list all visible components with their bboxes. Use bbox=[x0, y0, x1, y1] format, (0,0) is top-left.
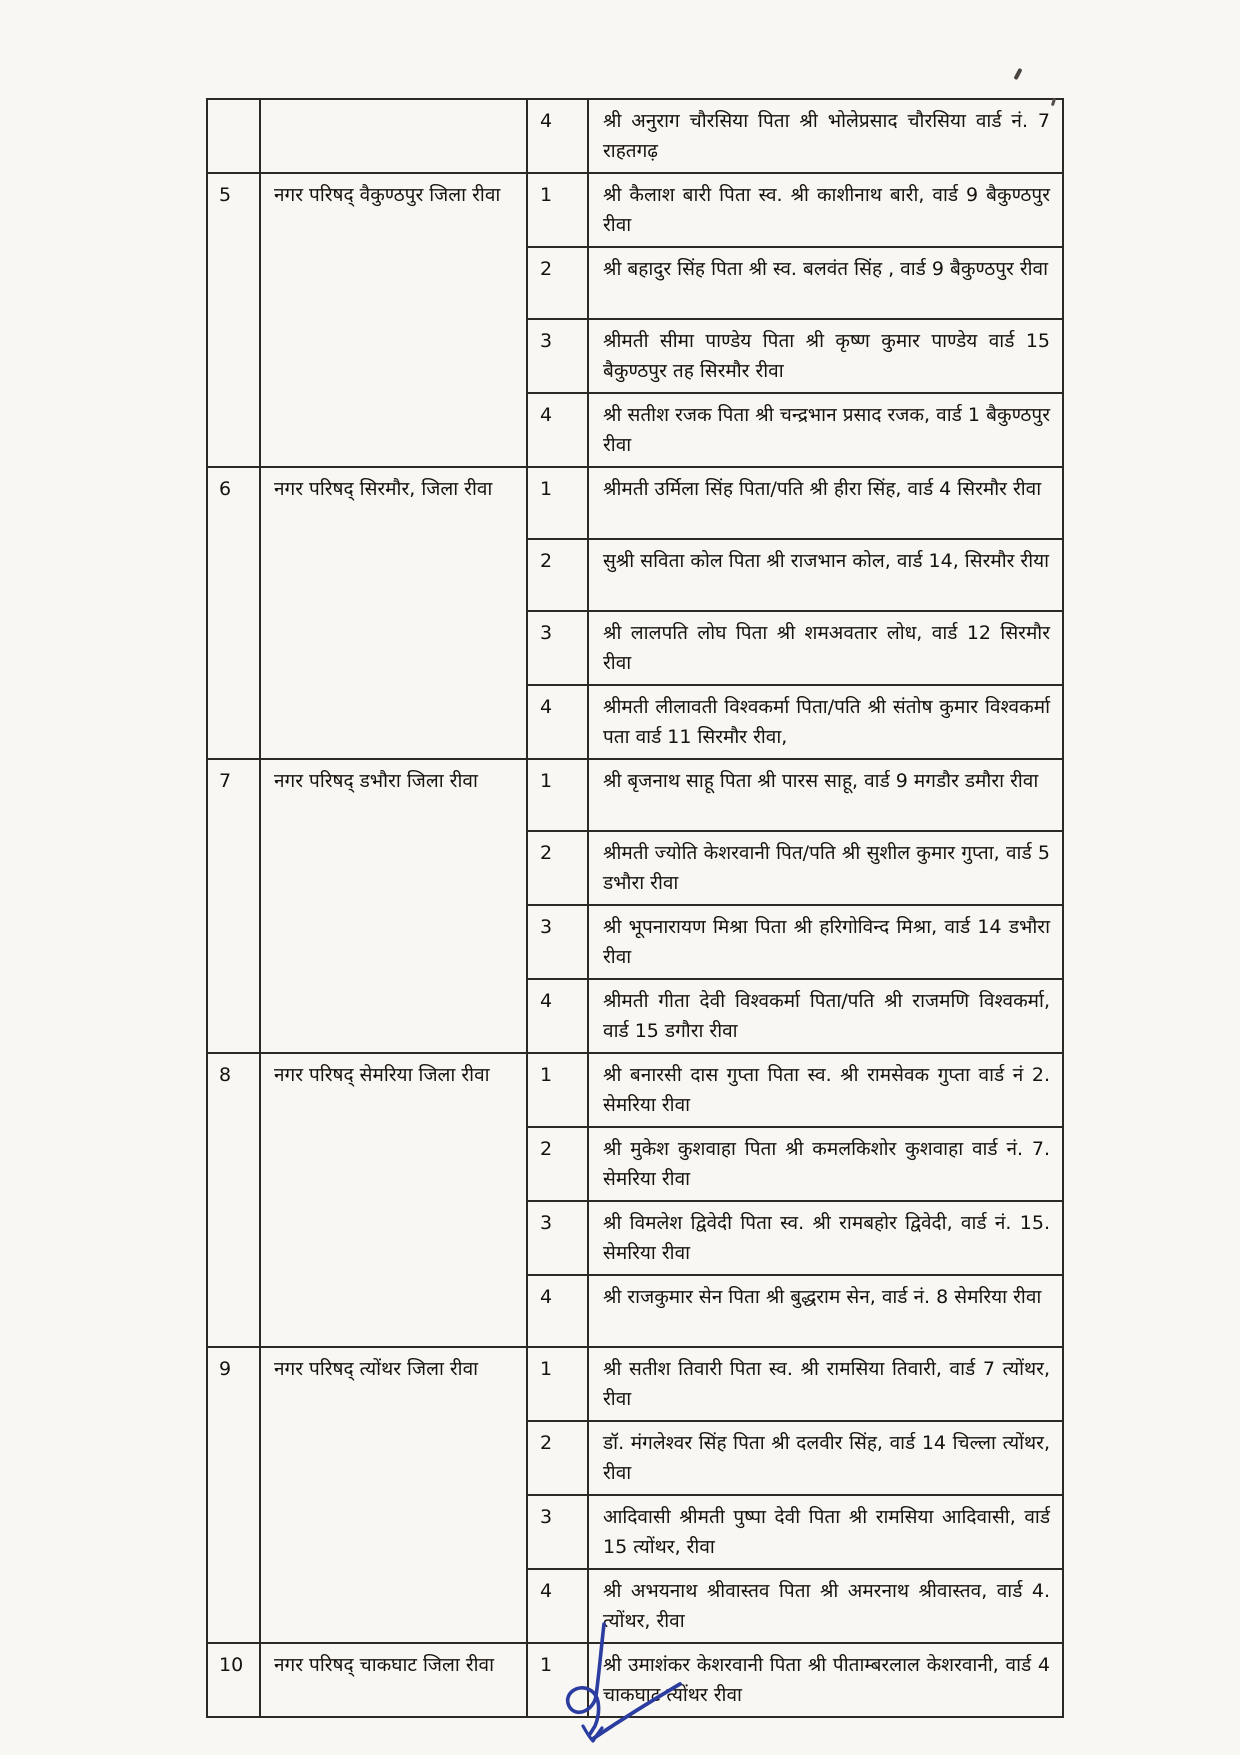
municipality-name-cell: नगर परिषद् त्योंथर जिला रीवा bbox=[260, 1347, 527, 1643]
entry-number-cell: 3 bbox=[527, 1495, 588, 1569]
entry-number-cell: 4 bbox=[527, 685, 588, 759]
entry-number-cell: 1 bbox=[527, 759, 588, 831]
municipality-name-cell: नगर परिषद् डभौरा जिला रीवा bbox=[260, 759, 527, 1053]
candidate-detail-cell: श्री बहादुर सिंह पिता श्री स्व. बलवंत सिंह , वार्ड 9 बैकुण्ठपुर रीवा bbox=[588, 247, 1063, 319]
municipality-name-cell: नगर परिषद् चाकघाट जिला रीवा bbox=[260, 1643, 527, 1717]
entry-number-cell: 1 bbox=[527, 1347, 588, 1421]
entry-number-cell: 1 bbox=[527, 467, 588, 539]
municipality-name-cell: नगर परिषद् सेमरिया जिला रीवा bbox=[260, 1053, 527, 1347]
candidate-detail-cell: श्रीमती लीलावती विश्वकर्मा पिता/पति श्री संतोष कुमार विश्वकर्मा पता वार्ड 11 सिरमौर रीवा, bbox=[588, 685, 1063, 759]
table-row bbox=[207, 467, 1063, 539]
candidate-detail-cell: श्री कैलाश बारी पिता स्व. श्री काशीनाथ बारी, वार्ड 9 बैकुण्ठपुर रीवा bbox=[588, 173, 1063, 247]
entry-number-cell: 2 bbox=[527, 539, 588, 611]
entry-number-cell: 4 bbox=[527, 979, 588, 1053]
candidate-detail-cell: आदिवासी श्रीमती पुष्पा देवी पिता श्री रामसिया आदिवासी, वार्ड 15 त्योंथर, रीवा bbox=[588, 1495, 1063, 1569]
candidate-detail-cell: श्री बनारसी दास गुप्ता पिता स्व. श्री रामसेवक गुप्ता वार्ड नं 2. सेमरिया रीवा bbox=[588, 1053, 1063, 1127]
table-row bbox=[207, 1053, 1063, 1127]
candidate-detail-cell: श्री विमलेश द्विवेदी पिता स्व. श्री रामबहोर द्विवेदी, वार्ड नं. 15. सेमरिया रीवा bbox=[588, 1201, 1063, 1275]
entry-number-cell: 3 bbox=[527, 319, 588, 393]
candidate-detail-cell: सुश्री सविता कोल पिता श्री राजभान कोल, वार्ड 14, सिरमौर रीया bbox=[588, 539, 1063, 611]
municipality-name-cell bbox=[260, 99, 527, 173]
candidate-detail-cell: श्रीमती गीता देवी विश्वकर्मा पिता/पति श्री राजमणि विश्वकर्मा, वार्ड 15 डगौरा रीवा bbox=[588, 979, 1063, 1053]
entry-number-cell: 4 bbox=[527, 393, 588, 467]
entry-number-cell: 4 bbox=[527, 1275, 588, 1347]
municipality-name-cell: नगर परिषद् वैकुण्ठपुर जिला रीवा bbox=[260, 173, 527, 467]
entry-number-cell: 1 bbox=[527, 1053, 588, 1127]
municipality-name-cell: नगर परिषद् सिरमौर, जिला रीवा bbox=[260, 467, 527, 759]
entry-number-cell: 1 bbox=[527, 173, 588, 247]
table-row bbox=[207, 759, 1063, 831]
candidate-detail-cell: श्री सतीश तिवारी पिता स्व. श्री रामसिया तिवारी, वार्ड 7 त्योंथर, रीवा bbox=[588, 1347, 1063, 1421]
entry-number-cell: 3 bbox=[527, 1201, 588, 1275]
entry-number-cell: 2 bbox=[527, 247, 588, 319]
entry-number-cell: 1 bbox=[527, 1643, 588, 1717]
candidate-detail-cell: श्री सतीश रजक पिता श्री चन्द्रभान प्रसाद रजक, वार्ड 1 बैकुण्ठपुर रीवा bbox=[588, 393, 1063, 467]
table-row bbox=[207, 1347, 1063, 1421]
serial-number-cell: 5 bbox=[207, 173, 260, 467]
pen-mark bbox=[1013, 68, 1022, 80]
candidate-detail-cell: श्रीमती उर्मिला सिंह पिता/पति श्री हीरा सिंह, वार्ड 4 सिरमौर रीवा bbox=[588, 467, 1063, 539]
serial-number-cell: 8 bbox=[207, 1053, 260, 1347]
entry-number-cell: 4 bbox=[527, 99, 588, 173]
entry-number-cell: 2 bbox=[527, 831, 588, 905]
entry-number-cell: 4 bbox=[527, 1569, 588, 1643]
entry-number-cell: 3 bbox=[527, 905, 588, 979]
table-row bbox=[207, 1643, 1063, 1717]
serial-number-cell: 7 bbox=[207, 759, 260, 1053]
candidate-detail-cell: श्री बृजनाथ साहू पिता श्री पारस साहू, वार्ड 9 मगडौर डमौरा रीवा bbox=[588, 759, 1063, 831]
table-row bbox=[207, 99, 1063, 173]
serial-number-cell: 10 bbox=[207, 1643, 260, 1717]
candidate-detail-cell: श्री अनुराग चौरसिया पिता श्री भोलेप्रसाद चौरसिया वार्ड नं. 7 राहतगढ़ bbox=[588, 99, 1063, 173]
candidate-detail-cell: श्री लालपति लोघ पिता श्री शमअवतार लोध, वार्ड 12 सिरमौर रीवा bbox=[588, 611, 1063, 685]
entry-number-cell: 3 bbox=[527, 611, 588, 685]
serial-number-cell: 9 bbox=[207, 1347, 260, 1643]
entry-number-cell: 2 bbox=[527, 1127, 588, 1201]
candidate-detail-cell: डॉ. मंगलेश्वर सिंह पिता श्री दलवीर सिंह, वार्ड 14 चिल्ला त्योंथर, रीवा bbox=[588, 1421, 1063, 1495]
candidate-detail-cell: श्री भूपनारायण मिश्रा पिता श्री हरिगोविन्द मिश्रा, वार्ड 14 डभौरा रीवा bbox=[588, 905, 1063, 979]
serial-number-cell: 6 bbox=[207, 467, 260, 759]
entry-number-cell: 2 bbox=[527, 1421, 588, 1495]
candidate-detail-cell: श्री राजकुमार सेन पिता श्री बुद्धराम सेन, वार्ड नं. 8 सेमरिया रीवा bbox=[588, 1275, 1063, 1347]
candidate-detail-cell: श्री उमाशंकर केशरवानी पिता श्री पीताम्बरलाल केशरवानी, वार्ड 4 चाकघाट त्योंथर रीवा bbox=[588, 1643, 1063, 1717]
serial-number-cell bbox=[207, 99, 260, 173]
candidate-detail-cell: श्रीमती सीमा पाण्डेय पिता श्री कृष्ण कुमार पाण्डेय वार्ड 15 बैकुण्ठपुर तह सिरमौर रीवा bbox=[588, 319, 1063, 393]
candidate-detail-cell: श्री अभयनाथ श्रीवास्तव पिता श्री अमरनाथ श्रीवास्तव, वार्ड 4. त्योंथर, रीवा bbox=[588, 1569, 1063, 1643]
table-row bbox=[207, 173, 1063, 247]
candidate-detail-cell: श्रीमती ज्योति केशरवानी पित/पति श्री सुशील कुमार गुप्ता, वार्ड 5 डभौरा रीवा bbox=[588, 831, 1063, 905]
candidate-detail-cell: श्री मुकेश कुशवाहा पिता श्री कमलकिशोर कुशवाहा वार्ड नं. 7. सेमरिया रीवा bbox=[588, 1127, 1063, 1201]
candidates-table bbox=[206, 98, 1064, 1718]
